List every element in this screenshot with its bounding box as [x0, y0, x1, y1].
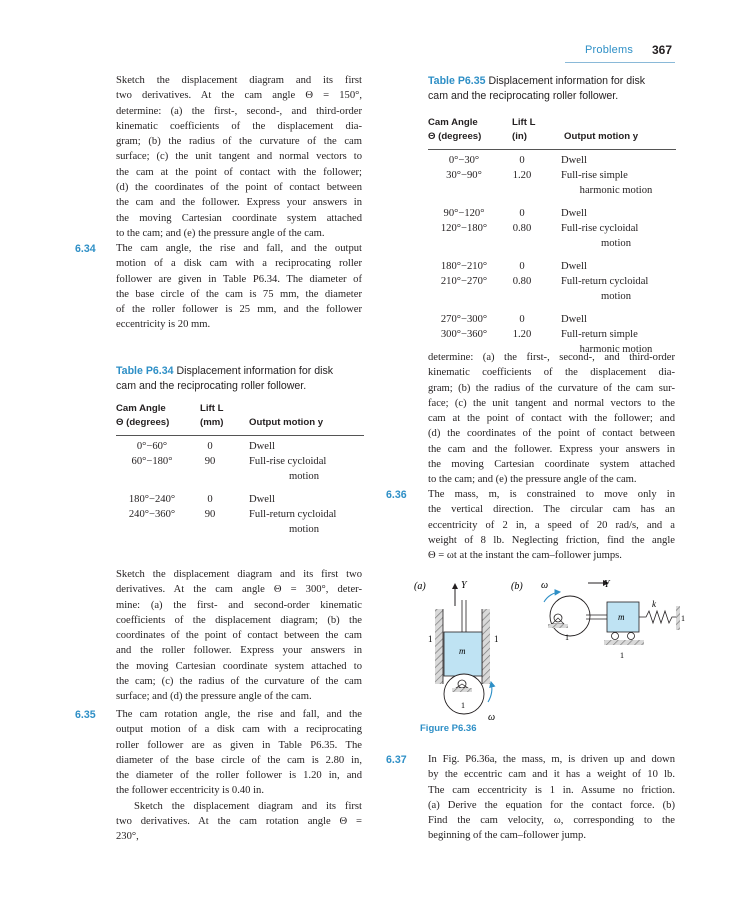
omega-label-b: ω [541, 580, 549, 591]
spring-k [639, 611, 676, 623]
cell-cam-angle: 30°−90° [446, 170, 482, 181]
cell-output-motion: Dwell [249, 441, 275, 452]
table-p6-35 [428, 116, 676, 355]
cell-output-motion: Full-return cycloidal [249, 509, 337, 520]
ground-b [604, 640, 644, 645]
text-line: determine: (a) the first-, second-, and third-order [428, 352, 675, 363]
text-line: The cam angle, the rise and fall, and the output [116, 243, 362, 254]
table-p6-35-caption: Table P6.35 Displacement information for disk cam and the reciprocating roller follower. [428, 75, 646, 102]
guide-wall-left [435, 609, 443, 684]
paragraph-6-34-continued [116, 567, 362, 705]
cell-output-motion: Dwell [249, 494, 275, 505]
cell-lift: 0.80 [512, 223, 532, 234]
text-line: diameter of the base circle of the cam is 2.80 in, [116, 754, 362, 766]
cell-output-motion-cont: harmonic motion [579, 344, 653, 355]
label-b: (b) [511, 581, 523, 592]
text-line: eccentricity of 2 in, a speed of 20 rad/s, and a [428, 519, 675, 531]
text-line: and the roller follower. Express your answers in [116, 645, 362, 657]
text-line: The mass, m, is constrained to move only in [428, 489, 675, 500]
cell-output-motion-cont: motion [600, 238, 632, 249]
cell-lift: 0 [207, 441, 213, 452]
text-line: cam at the point of contact with the follower; and [428, 413, 675, 425]
cell-output-motion: Full-rise cycloidal [249, 456, 327, 467]
text-line: derivatives. At the cam angle Θ = 300°, deter- [116, 584, 362, 596]
cell-cam-angle: 240°−360° [128, 509, 176, 520]
text-line: the diameter of the roller follower is 1.20 in, and [116, 770, 362, 782]
text-line: gram; (b) the radius of the curvature of the cam sur- [428, 382, 675, 394]
table-rule [116, 435, 364, 436]
table-label: Table P6.35 [428, 75, 486, 87]
cell-output-motion: Dwell [561, 155, 587, 166]
text-line: the moving Cartesian coordinate system attached [116, 212, 362, 224]
problem-number-6-35: 6.35 [75, 709, 96, 721]
text-line: the base circle of the cam is 75 mm, the diameter [116, 288, 362, 300]
text-line: the cam; (c) the radius of the curvature of the cam [116, 676, 362, 688]
table-label: Table P6.34 [116, 365, 174, 377]
cell-lift: 0 [519, 261, 525, 272]
text-line: kinematic coefficients of the displacement dia- [116, 120, 362, 132]
cell-lift: 0 [207, 494, 213, 505]
problem-6-37-text [428, 752, 675, 844]
cell-cam-angle: 180°−240° [128, 494, 176, 505]
cell-output-motion: Full-rise cycloidal [561, 223, 639, 234]
cell-lift: 1.20 [512, 329, 532, 340]
paragraph-6-35-continued [428, 350, 675, 488]
link-label-1: 1 [461, 701, 465, 710]
cell-cam-angle: 300°−360° [440, 329, 488, 340]
text-line: to the cam; and (e) the pressure angle of the cam. [116, 227, 325, 239]
cell-cam-angle: 90°−120° [443, 208, 485, 219]
cell-lift: 0 [519, 155, 525, 166]
text-line: the follower eccentricity is 0.40 in. [116, 785, 264, 797]
text-line: two derivatives. At the cam angle Θ = 150°, [116, 90, 362, 102]
text-line: (d) the coordinates of the point of contact between [116, 182, 362, 194]
problem-6-36-text [428, 487, 675, 563]
text-line: (d) the coordinates of the point of contact between [428, 428, 675, 440]
paragraph-6-33-continued [116, 73, 362, 241]
cell-output-motion-cont: motion [288, 471, 320, 482]
link-label-1: 1 [681, 614, 685, 623]
problem-number-6-36: 6.36 [386, 489, 407, 501]
text-line: beginning of the cam–follower jump. [428, 830, 586, 842]
text-line: In Fig. P6.36a, the mass, m, is driven up and down [428, 754, 675, 765]
mass-label-b: m [618, 612, 625, 622]
text-line: determine: (a) the first-, second-, and third-order [116, 105, 362, 117]
cell-lift: 90 [204, 509, 216, 520]
text-line: Find the cam velocity, ω, corresponding to the [428, 815, 675, 827]
spring-label: k [652, 599, 656, 609]
text-line: Sketch the displacement diagram and its first two [116, 569, 362, 580]
cell-lift: 1.20 [512, 170, 532, 181]
text-line: output motion of a disk cam with a reciprocating [116, 724, 362, 736]
cell-output-motion: Full-return cycloidal [561, 276, 649, 287]
header-cam-angle: Cam Angle Θ (degrees) [428, 117, 482, 142]
cell-output-motion: Full-rise simple [561, 170, 628, 181]
table-rule [428, 149, 676, 150]
rotation-arrow-a [488, 682, 492, 702]
text-line: motion of a disk cam with a reciprocating roller [116, 258, 362, 270]
text-line: The cam eccentricity is 1 in. Assume no friction. [428, 784, 675, 796]
header-output-motion: Output motion y [249, 417, 324, 428]
text-line: (a) Derive the equation for the contact force. (b) [428, 799, 675, 811]
text-line: coordinates of the point of contact between the cam [116, 630, 362, 642]
problem-number-6-37: 6.37 [386, 754, 407, 766]
text-line: Sketch the displacement diagram and its first [134, 800, 362, 812]
header-output-motion: Output motion y [564, 131, 639, 142]
mass-label-a: m [459, 646, 466, 656]
text-line: the cam and the follower. Express your answers in [116, 197, 362, 209]
omega-label-a: ω [488, 712, 496, 723]
label-a: (a) [414, 581, 426, 592]
figure-p6-36 [408, 574, 688, 744]
text-line: surface; and (d) the pressure angle of the cam. [116, 691, 312, 703]
text-line: coefficients of the displacement diagram; (b) the [116, 614, 362, 626]
cell-cam-angle: 60°−180° [131, 456, 173, 467]
text-line: weight of 8 lb. Neglecting friction, find the angle [428, 534, 675, 546]
cell-lift: 0 [519, 208, 525, 219]
header-cam-angle: Cam Angle Θ (degrees) [116, 403, 170, 428]
link-label-1: 1 [565, 633, 569, 642]
guide-wall-right [482, 609, 490, 684]
cell-output-motion: Dwell [561, 314, 587, 325]
wall-b [676, 606, 680, 630]
cell-lift: 0 [519, 314, 525, 325]
link-label-1: 1 [428, 634, 433, 644]
text-line: Sketch the displacement diagram and its first [116, 75, 362, 86]
cell-cam-angle: 270°−300° [440, 314, 488, 325]
text-line: the cam and the follower. Express your answers in [428, 443, 675, 455]
text-line: kinematic coefficients of the displacement dia- [428, 367, 675, 379]
text-line: of the roller follower is 25 mm, and the follower [116, 304, 362, 316]
cell-output-motion: Dwell [561, 208, 587, 219]
text-line: eccentricity is 20 mm. [116, 319, 211, 331]
cell-lift: 90 [204, 456, 216, 467]
text-line: two derivatives. At the cam rotation angle Θ = [116, 816, 362, 828]
figure-caption: Figure P6.36 [420, 723, 477, 734]
text-line: gram; (b) the radius of the curvature of the cam [116, 136, 362, 148]
y-label-b: Y [604, 579, 610, 590]
problem-6-35-text [116, 707, 362, 845]
header-lift: Lift L (in) [512, 117, 536, 142]
text-line: roller follower are as given in Table P6.35. The [116, 739, 362, 751]
cell-output-motion-cont: motion [288, 524, 320, 535]
problem-number-6-34: 6.34 [75, 243, 96, 255]
text-line: The cam rotation angle, the rise and fall, and the [116, 709, 362, 720]
text-line: the cam at the point of contact with the follower; [116, 166, 362, 178]
text-line: 230°, [116, 831, 139, 843]
cell-cam-angle: 0°−30° [448, 155, 480, 166]
cell-output-motion-cont: harmonic motion [579, 185, 653, 196]
cell-output-motion: Dwell [561, 261, 587, 272]
cell-output-motion: Full-return simple [561, 329, 638, 340]
text-line: the moving Cartesian coordinate system attached to [116, 660, 362, 672]
text-line: the vertical direction. The circular cam has an [428, 504, 675, 516]
cell-cam-angle: 0°−60° [136, 441, 168, 452]
text-line: to the cam; and (e) the pressure angle of the cam. [428, 474, 637, 486]
header-lift: Lift L (mm) [200, 403, 224, 428]
table-p6-34-caption: Table P6.34 Displacement information for disk cam and the reciprocating roller follower. [116, 365, 334, 392]
running-header-section: Problems [585, 44, 634, 56]
text-line: surface; (c) the unit tangent and normal vectors to [116, 151, 362, 163]
link-label-1: 1 [494, 634, 499, 644]
page-number: 367 [652, 43, 673, 57]
header-rule [565, 62, 675, 63]
cell-cam-angle: 120°−180° [440, 223, 488, 234]
cell-cam-angle: 210°−270° [440, 276, 488, 287]
cell-output-motion-cont: motion [600, 291, 632, 302]
problem-6-34-text [116, 241, 362, 333]
table-p6-34 [116, 402, 364, 535]
cell-lift: 0.80 [512, 276, 532, 287]
text-line: Θ = ωt at the instant the cam–follower jumps. [428, 550, 622, 562]
text-line: by the eccentric cam and it has a weight of 10 lb. [428, 769, 675, 781]
cell-cam-angle: 180°−210° [440, 261, 488, 272]
text-line: follower are given in Table P6.34. The diameter of [116, 273, 362, 285]
y-label-a: Y [461, 580, 467, 591]
link-label-1: 1 [620, 651, 624, 660]
text-line: the moving Cartesian coordinate system attached [428, 459, 675, 471]
text-line: face; (c) the unit tangent and normal vectors to the [428, 397, 675, 409]
text-line: mine: (a) the first- and second-order kinematic [116, 599, 362, 611]
